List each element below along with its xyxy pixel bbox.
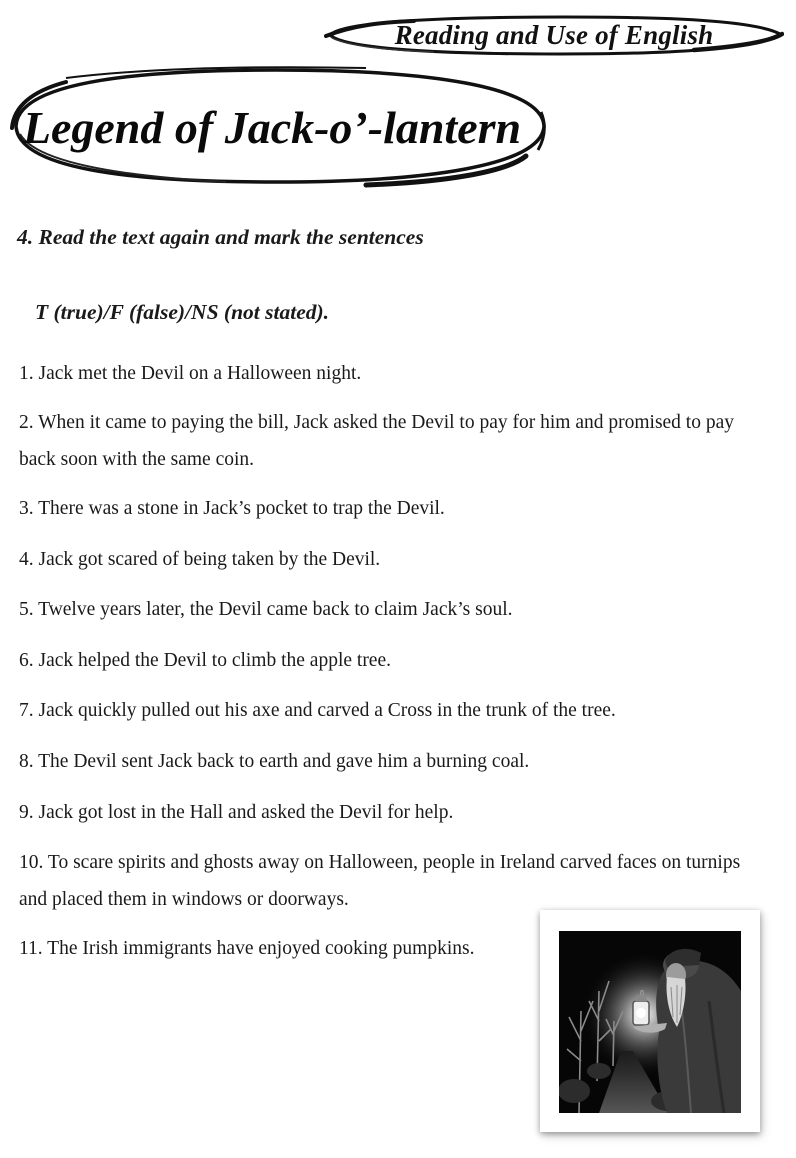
statement-6: 6. Jack helped the Devil to climb the apple tree. <box>19 650 391 671</box>
statement-5: 5. Twelve years later, the Devil came back to claim Jack’s soul. <box>19 599 513 620</box>
statement-4: 4. Jack got scared of being taken by the Devil. <box>19 549 381 570</box>
statement-2: 2. When it came to paying the bill, Jack asked the Devil to pay for him and promised to pay back soon with the same coin. <box>19 412 735 470</box>
task-options: T (true)/F (false)/NS (not stated). <box>35 300 330 324</box>
old-man-with-lantern-illustration <box>559 931 741 1113</box>
page-title: Legend of Jack-o’-lantern <box>22 101 522 153</box>
statement-11: 11. The Irish immigrants have enjoyed cooking pumpkins. <box>19 938 475 959</box>
section-badge <box>324 12 784 58</box>
illustration-frame <box>540 910 760 1132</box>
statement-1: 1. Jack met the Devil on a Halloween night. <box>19 363 362 384</box>
task-instruction: 4. Read the text again and mark the sentences <box>17 225 424 249</box>
title-badge <box>6 64 550 190</box>
statement-8: 8. The Devil sent Jack back to earth and gave him a burning coal. <box>19 751 530 772</box>
section-label: Reading and Use of English <box>394 19 714 50</box>
statement-9: 9. Jack got lost in the Hall and asked the Devil for help. <box>19 802 454 823</box>
statement-10: 10. To scare spirits and ghosts away on Halloween, people in Ireland carved faces on turnips and placed them in windows or doorways. <box>19 852 741 910</box>
statement-7: 7. Jack quickly pulled out his axe and carved a Cross in the trunk of the tree. <box>19 700 616 721</box>
statement-3: 3. There was a stone in Jack’s pocket to trap the Devil. <box>19 498 445 519</box>
